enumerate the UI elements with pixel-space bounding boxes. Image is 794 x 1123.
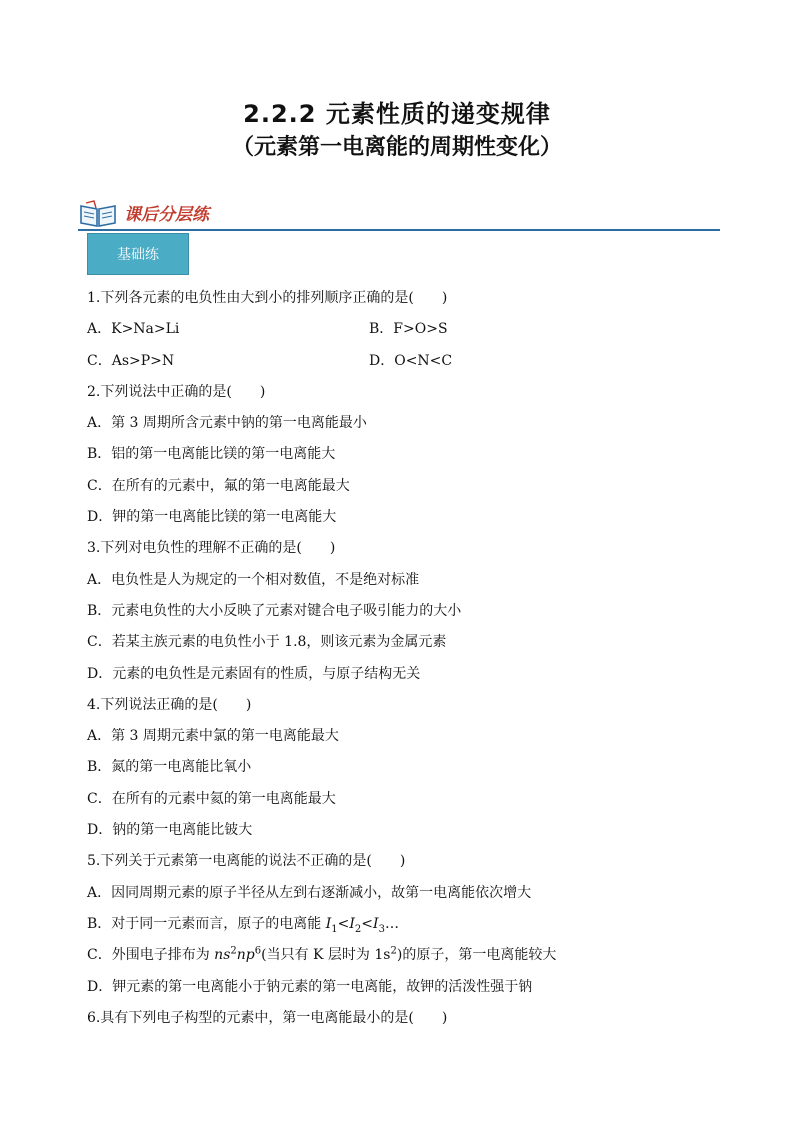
page-title: 2.2.2 元素性质的递变规律 (243, 100, 551, 128)
option-d: D．钠的第一电离能比铍大 (87, 822, 253, 839)
less-than: < (337, 915, 350, 932)
section-header (78, 198, 720, 232)
option-c: C．As>P>N (87, 352, 175, 369)
question-1-stem: 1.下列各元素的电负性由大到小的排列顺序正确的是( ) (87, 290, 448, 306)
section-divider (78, 229, 720, 231)
book-icon (78, 200, 118, 228)
ellipsis: … (384, 915, 399, 932)
option-c-suffix: )的原子，第一电离能较大 (396, 947, 557, 964)
option-a: A．第 3 周期元素中氯的第一电离能最大 (87, 728, 339, 745)
option-d: D．O<N<C (369, 352, 453, 369)
option-b: B．铝的第一电离能比镁的第一电离能大 (87, 446, 336, 463)
superscript: 2 (230, 945, 237, 957)
less-than: < (361, 915, 374, 932)
option-a: A．电负性是人为规定的一个相对数值，不是绝对标准 (87, 571, 420, 588)
question-2-stem: 2.下列说法中正确的是( ) (87, 383, 266, 400)
subscript: 2 (354, 923, 362, 935)
question-1-options-row-2 (87, 346, 707, 377)
question-5-stem: 5.下列关于元素第一电离能的说法不正确的是( ) (87, 853, 406, 870)
option-c-prefix: C．外围电子排布为 (87, 947, 215, 964)
ionization-energy-symbol: I (373, 915, 379, 932)
orbital-ns: ns (214, 947, 231, 964)
option-c: C．在所有的元素中氦的第一电离能最大 (87, 790, 336, 807)
option-b (87, 909, 707, 940)
option-b: B．F>O>S (369, 321, 448, 338)
superscript: 6 (254, 945, 262, 957)
option-a: A．第 3 周期所含元素中钠的第一电离能最小 (87, 415, 367, 432)
question-4-stem: 4.下列说法正确的是( ) (87, 696, 252, 713)
option-a: A．因同周期元素的原子半径从左到右逐渐减小，故第一电离能依次增大 (87, 884, 532, 901)
option-b: B．元素电负性的大小反映了元素对键合电子吸引能力的大小 (87, 602, 462, 619)
basic-practice-tag: 基础练 (87, 233, 189, 275)
question-1-options-row-1 (87, 314, 707, 345)
option-c (87, 940, 707, 971)
section-label: 课后分层练 (124, 205, 209, 225)
ionization-energy-symbol: I (325, 915, 332, 932)
option-b: B．氮的第一电离能比氧小 (87, 759, 252, 776)
option-b-prefix: B．对于同一元素而言，原子的电离能 (87, 915, 326, 932)
option-c: C．若某主族元素的电负性小于 1.8，则该元素为金属元素 (87, 634, 447, 651)
option-a: A．K>Na>Li (87, 321, 180, 338)
superscript: 2 (390, 945, 397, 957)
subscript: 3 (378, 923, 385, 935)
option-c-middle: (当只有 K 层时为 1s (261, 947, 391, 964)
option-c: C．在所有的元素中，氟的第一电离能最大 (87, 477, 350, 494)
page-subtitle: （元素第一电离能的周期性变化） (231, 135, 562, 160)
question-3-stem: 3.下列对电负性的理解不正确的是( ) (87, 540, 336, 557)
ionization-energy-symbol: I (349, 915, 355, 932)
subscript: 1 (331, 923, 338, 935)
question-list (87, 283, 707, 1034)
orbital-np: np (236, 947, 255, 964)
option-d: D．元素的电负性是元素固有的性质，与原子结构无关 (87, 665, 421, 682)
question-6-stem: 6.具有下列电子构型的元素中，第一电离能最小的是( ) (87, 1009, 448, 1026)
option-d: D．钾的第一电离能比镁的第一电离能大 (87, 509, 337, 526)
option-d: D．钾元素的第一电离能小于钠元素的第一电离能，故钾的活泼性强于钠 (87, 978, 533, 995)
